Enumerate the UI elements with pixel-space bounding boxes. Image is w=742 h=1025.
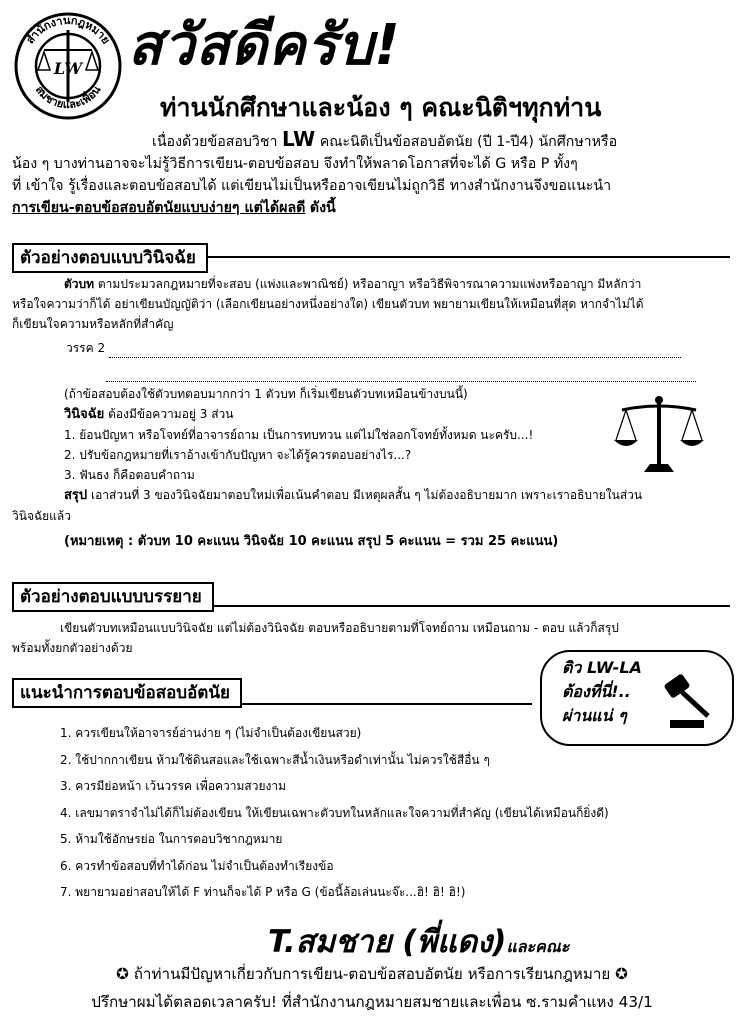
answer-dotted-line <box>106 367 696 382</box>
vinit-item: 2. ปรับข้อกฎหมายที่เราอ้างเข้ากับปัญหา จะได้รู้ควรตอบอย่างไร...? <box>64 448 412 462</box>
intro-paragraph <box>12 128 727 219</box>
tutor-ad-text <box>562 656 642 728</box>
footer-text: ถ้าท่านมีปัญหาเกี่ยวกับการเขียน-ตอบข้อสอบอัตนัย หรือการเรียนกฎหมาย <box>133 965 611 983</box>
tip-item: 4. เลขมาตราจำไม่ได้ก็ไม่ต้องเขียน ให้เขียนเฉพาะตัวบทในหลักและใจความที่สำคัญ (เขียนได้เหมือนก็ยิ่งดี) <box>60 805 609 820</box>
intro-highlight: การเขียน-ตอบข้อสอบอัตนัยแบบง่ายๆ แต่ได้ผลดี <box>12 200 306 216</box>
section-heading-banyai: ตัวอย่างตอบแบบบรรยาย <box>12 582 214 612</box>
vinit-label: วินิจฉัย <box>64 407 105 422</box>
page-title: สวัสดีครับ! <box>128 13 401 78</box>
intro-line-1 <box>12 128 727 153</box>
answer-dotted-line <box>109 343 681 358</box>
vinit-text: ต้องมีข้อความอยู่ 3 ส่วน <box>108 407 234 421</box>
logo-top-text: สำนักงานกฎหมาย <box>23 13 113 47</box>
vinit-item: 1. ย้อนปัญหา หรือโจทย์ที่อาจารย์ถาม เป็นการทบทวน แต่ไม่ใช่ลอกโจทย์ทั้งหมด นะครับ...! <box>64 428 534 442</box>
footer-line-2: ปรึกษาผมได้ตลอดเวลาครับ! ที่สำนักงานกฎหมายสมชายและเพื่อน ซ.รามคำแหง 43/1 <box>91 993 653 1011</box>
wak-label: วรรค 2 <box>66 341 106 355</box>
tuabot-line-2: หรือใจความว่าก็ได้ อย่าเขียนบัญญัติว่า (เลือกเขียนอย่างหนึ่งอย่างใด) เขียนตัวบท พยายามเขียนให้เหมือนที่สุด หากจำไม่ได้ <box>12 297 644 311</box>
footer-contact <box>14 960 730 1016</box>
signature <box>268 916 569 966</box>
tip-item: 2. ใช้ปากกาเขียน ห้ามใช้ดินสอและใช้เฉพาะสีน้ำเงินหรือดำเท่านั้น ไม่ควรใช้สีอื่น ๆ <box>60 752 490 767</box>
tips-list <box>60 720 609 906</box>
sarup-text: เอาส่วนที่ 3 ของวินิจฉัยมาตอบใหม่เพื่อเน้นคำตอบ มีเหตุผลสั้น ๆ ไม่ต้องอธิบายมาก เพราะเราอธิบายในส่วน <box>91 488 643 502</box>
banyai-line-2: พร้อมทั้งยกตัวอย่างด้วย <box>12 641 133 655</box>
intro-line-2: น้อง ๆ บางท่านอาจจะไม่รู้วิธีการเขียน-ตอบข้อสอบ จึงทำให้พลาดโอกาสที่จะได้ G หรือ P ทั้งๆ <box>12 156 578 172</box>
multi-section-note: (ถ้าข้อสอบต้องใช้ตัวบทตอบมากกว่า 1 ตัวบท ก็เริ่มเขียนตัวบทเหมือนข้างบนนี้) <box>64 387 468 401</box>
section-heading-tips: แนะนำการตอบข้อสอบอัตนัย <box>12 678 242 708</box>
tip-item: 7. พยายามอย่าสอบให้ได้ F ท่านก็จะได้ P หรือ G (ข้อนี้ล้อเล่นนะจ๊ะ...ฮิ! ฮิ! ฮิ!) <box>60 885 466 899</box>
tip-item: 1. ควรเขียนให้อาจารย์อ่านง่าย ๆ (ไม่จำเป็นต้องเขียนสวย) <box>60 726 362 740</box>
footer-line-1 <box>14 960 730 988</box>
sarup-line-2: วินิจฉัยแล้ว <box>12 509 72 523</box>
intro-line-3: ที่ เข้าใจ รู้เรื่องและตอบข้อสอบได้ แต่เขียนไม่เป็นหรืออาจเขียนไม่ถูกวิธี ทางสำนักงานจึงขอแนะนำ <box>12 178 612 194</box>
logo-center-text: LW <box>53 59 83 78</box>
signature-suffix: และคณะ <box>506 937 570 956</box>
section-heading-vinitchai: ตัวอย่างตอบแบบวินิจฉัย <box>12 243 208 273</box>
banyai-text: เขียนตัวบทเหมือนแบบวินิจฉัย แต่ไม่ต้องวินิจฉัย ตอบหรืออธิบายตามที่โจทย์ถาม เหมือนถาม - ตอบ แล้วก็สรุป <box>60 621 619 635</box>
tuabot-line-1 <box>12 274 727 294</box>
tuabot-line-3: ก็เขียนใจความหรือหลักที่สำคัญ <box>12 317 174 331</box>
intro-text: ดังนี้ <box>309 200 336 216</box>
page-subtitle: ท่านนักศึกษาและน้อง ๆ คณะนิติฯทุกท่าน <box>160 93 602 122</box>
signature-name: T.สมชาย (พี่แดง) <box>268 924 507 960</box>
logo-bottom-text: สมชายและเพื่อน <box>32 83 104 112</box>
sarup-line <box>12 485 727 506</box>
wak-line <box>12 338 727 358</box>
tip-item: 5. ห้ามใช้อักษรย่อ ในการตอบวิชากฎหมาย <box>60 832 283 846</box>
ad-line: ติว LW-LA <box>562 658 642 677</box>
dotted-line-row <box>12 362 727 382</box>
tuabot-label: ตัวบท <box>64 277 95 291</box>
intro-text: คณะนิติเป็นข้อสอบอัตนัย (ปี 1-ปี4) นักศึกษาหรือ <box>319 134 618 150</box>
sarup-label: สรุป <box>64 488 88 503</box>
tip-item: 3. ควรมีย่อหน้า เว้นวรรค เพื่อความสวยงาม <box>60 779 287 793</box>
intro-text: เนื่องด้วยข้อสอบวิชา <box>152 134 278 150</box>
lw-label: LW <box>281 127 316 151</box>
tip-item: 6. ควรทำข้อสอบที่ทำได้ก่อน ไม่จำเป็นต้องทำเรียงข้อ <box>60 858 334 873</box>
gavel-icon <box>660 672 720 734</box>
intro-line-4 <box>12 197 727 219</box>
ad-line: ผ่านแน่ ๆ <box>562 706 627 725</box>
vinit-item: 3. ฟันธง ก็คือตอบคำถาม <box>64 468 195 482</box>
score-note: (หมายเหตุ : ตัวบท 10 คะแนน วินิจฉัย 10 คะแนน สรุป 5 คะแนน = รวม 25 คะแนน) <box>64 534 559 549</box>
ad-line: ต้องที่นี่!.. <box>562 682 631 701</box>
star-bullet-icon: ✪ <box>615 965 628 983</box>
banyai-line-1 <box>12 618 727 638</box>
law-office-logo <box>12 10 124 122</box>
scales-of-justice-icon <box>612 392 706 478</box>
tuabot-text: ตามประมวลกฎหมายที่จะสอบ (แพ่งและพาณิชย์) หรืออาญา หรือวิธีพิจารณาความแพ่งหรืออาญา มีหลักว่า <box>97 277 642 291</box>
star-bullet-icon: ✪ <box>116 965 129 983</box>
